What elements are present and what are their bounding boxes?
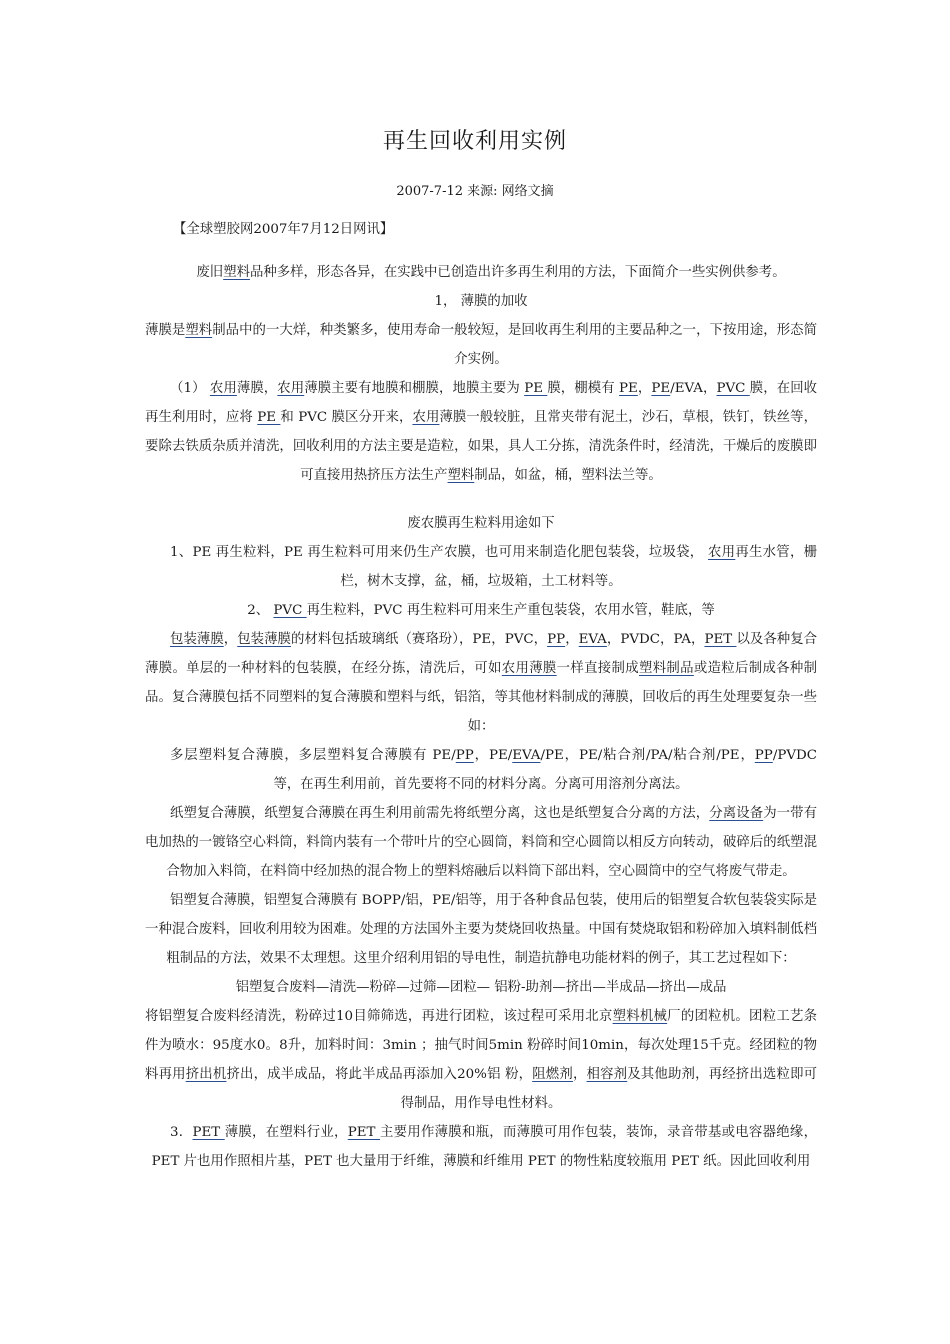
text-segment: 和 PVC 膜区分开来， — [280, 410, 413, 425]
text-segment: ， — [223, 632, 238, 647]
text-segment: （1） — [170, 381, 210, 396]
paragraph — [145, 799, 817, 886]
text-segment: 2、 — [247, 603, 274, 618]
keyword-link[interactable]: PVC — [716, 381, 750, 396]
keyword-link[interactable]: 塑料制品 — [638, 661, 694, 676]
text-segment: 薄膜一般较脏，且常夹带有泥土，沙石，草根，铁钉，铁丝等，要除去铁质杂质并清洗，回收利用的方法主要是造粒，如果，具人工分拣，清洗条件时，经清洗，干燥后的废膜即可直接用热挤压方法生产 — [145, 410, 817, 483]
keyword-link[interactable]: PP — [754, 748, 773, 763]
keyword-link[interactable]: PE — [619, 381, 638, 396]
text-segment: 薄膜主要有地膜和棚膜，地膜主要为 — [304, 381, 525, 396]
text-segment: 【全球塑胶网2007年7月12日网讯】 — [173, 222, 394, 237]
article-meta: 2007-7-12 来源: 网络文摘 — [396, 184, 554, 199]
text-segment: 或造粒后制成各种制品。复合薄膜包括不同塑料的复合薄膜和塑料与纸，铝箔，等其他材料制成的薄膜，回收后的再生处理要复杂一些如： — [145, 661, 818, 734]
text-segment: 一样直接制成 — [556, 661, 639, 676]
text-segment: 制品，如盆，桶，塑料法兰等。 — [474, 468, 662, 483]
keyword-link[interactable]: 分离设备 — [709, 806, 764, 821]
text-segment: 膜，棚模有 — [547, 381, 620, 396]
text-segment: ， — [637, 381, 652, 396]
text-segment: 主要用作薄膜和瓶，而薄膜可用作包装，装饰，录音带基或电容器绝缘，PET 片也用作照相片基，PET 也大量用于纤维，薄膜和纤维用 PET 的物性粘度较瓶用 PET 纸。因此回收利用 — [151, 1125, 817, 1169]
text-segment: 的材料包括玻璃纸（赛珞玢），PE，PVC， — [290, 632, 548, 647]
paragraph — [145, 538, 817, 596]
text-segment: 3． — [170, 1125, 193, 1140]
paragraph — [145, 258, 817, 287]
keyword-link[interactable]: 农用 — [277, 381, 305, 396]
text-segment: 纸塑复合薄膜，纸塑复合薄膜在再生利用前需先将纸塑分离，这也是纸塑复合分离的方法， — [170, 806, 710, 821]
keyword-link[interactable]: 农用 — [209, 381, 237, 396]
keyword-link[interactable]: EVA — [578, 632, 607, 647]
text-segment: ， — [565, 632, 579, 647]
keyword-link[interactable]: 塑料 — [447, 468, 475, 483]
text-segment: 膜，在回收再生利用时，应将 — [145, 381, 818, 425]
text-segment: 以及各种复合薄膜。单层的一种材料的包装膜，在经分拣，清洗后，可如 — [145, 632, 818, 676]
text-segment: 再生粒料，PVC 再生粒料可用来生产重包装袋，农用水管，鞋底，等 — [306, 603, 715, 618]
text-segment: /EVA， — [670, 381, 717, 396]
paragraph — [145, 509, 817, 538]
text-segment: 薄膜，在塑料行业， — [224, 1125, 348, 1140]
paragraph — [145, 215, 817, 244]
text-segment: ，PE/ — [473, 748, 513, 763]
text-segment: 及其他助剂，再经挤出选粒即可得制品，用作导电性材料。 — [400, 1067, 818, 1111]
paragraph — [145, 625, 817, 741]
keyword-link[interactable]: 农用薄膜 — [501, 661, 557, 676]
paragraph — [145, 287, 817, 316]
keyword-link[interactable]: PET — [347, 1125, 380, 1140]
paragraph — [145, 741, 817, 799]
keyword-link[interactable]: 塑料 — [223, 265, 250, 280]
keyword-link[interactable]: PP — [547, 632, 566, 647]
text-segment: 制品中的一大烊，种类繁多，使用寿命一般较短，是回收再生利用的主要品种之一，下按用途，形态简介实例。 — [212, 323, 818, 367]
text-segment: 厂的团粒机。团粒工艺条件为喷水：95度水0。8升，加料时间：3min ；抽气时间5min 粉碎时间10min，每次处理15千克。经团粒的物料再用 — [145, 1009, 818, 1082]
text-segment: /PVDC 等，在再生利用前，首先要将不同的材料分离。分离可用溶剂分离法。 — [273, 748, 817, 792]
keyword-link[interactable]: 相容剂 — [586, 1067, 628, 1082]
keyword-link[interactable]: PE — [524, 381, 548, 396]
keyword-link[interactable]: PP — [455, 748, 474, 763]
text-segment: 薄膜， — [236, 381, 278, 396]
keyword-link[interactable]: PET — [704, 632, 737, 647]
text-segment: /PE，PE/粘合剂/PA/粘合剂/PE， — [540, 748, 755, 763]
text-segment: 1、PE 再生粒料，PE 再生粒料可用来仍生产农膜，也可用来制造化肥包装袋，垃圾袋， — [170, 545, 708, 560]
text-segment: 薄膜是 — [145, 323, 186, 338]
text-segment: 铝塑复合薄膜，铝塑复合薄膜有 BOPP/铝，PE/铝等，用于各种食品包装，使用后的铝塑复合软包装袋实际是一种混合废料，回收利用较为困难。处理的方法国外主要为焚烧回收热量。中国有焚烧取铝和粉碎加入填料制低档粗制品的方法，效果不太理想。这里介绍利用铝的导电性，制造抗静电功能材料的例子，其工艺过程如下： — [145, 893, 817, 966]
keyword-link[interactable]: 包装薄膜 — [237, 632, 291, 647]
keyword-link[interactable]: PE — [257, 410, 281, 425]
keyword-link[interactable]: 塑料机械 — [612, 1009, 668, 1024]
keyword-link[interactable]: PVC — [273, 603, 307, 618]
text-segment: ， — [572, 1067, 587, 1082]
page-title: 再生回收利用实例 — [382, 129, 567, 154]
text-segment: ，PVDC，PA， — [606, 632, 705, 647]
text-segment: 废旧 — [196, 265, 224, 280]
keyword-link[interactable]: 阻燃剂 — [532, 1067, 573, 1082]
text-segment: 废农膜再生粒料用途如下 — [407, 516, 555, 531]
paragraph — [145, 973, 817, 1002]
keyword-link[interactable]: PET — [192, 1125, 225, 1140]
paragraph — [145, 596, 817, 625]
text-segment: 再生水管，栅栏，树木支撑，盆，桶，垃圾箱，土工材料等。 — [340, 545, 818, 589]
text-segment: 多层塑料复合薄膜，多层塑料复合薄膜有 PE/ — [170, 748, 456, 763]
text-segment: 为一带有电加热的一镀铬空心料筒，料筒内装有一个带叶片的空心圆筒，料筒和空心圆筒以相反方向转动，破碎后的纸塑混合物加入料筒，在料筒中经加热的混合物上的塑料熔融后以料筒下部出料，空心圆筒中的空气将废气带走。 — [145, 806, 818, 879]
paragraph — [145, 316, 817, 374]
text-segment: 品种多样，形态各异，在实践中已创造出许多再生利用的方法，下面简介一些实例供参考。 — [249, 265, 786, 280]
keyword-link[interactable]: 农用 — [708, 545, 736, 560]
text-segment: 铝塑复合废料—清洗—粉碎—过筛—团粒— 铝粉-助剂—挤出—半成品—挤出—成品 — [235, 980, 727, 995]
keyword-link[interactable]: 农用 — [412, 410, 440, 425]
keyword-link[interactable]: 包装薄膜 — [170, 632, 224, 647]
keyword-link[interactable]: 挤出机 — [185, 1067, 227, 1082]
article-body — [145, 215, 817, 1176]
text-segment: 将铝塑复合废料经清洗，粉碎过10目筛筛选，再进行团粒，该过程可采用北京 — [145, 1009, 613, 1024]
keyword-link[interactable]: PE — [651, 381, 671, 396]
keyword-link[interactable]: EVA — [512, 748, 541, 763]
text-segment: 1， 薄膜的加收 — [434, 294, 528, 309]
text-segment: 挤出，成半成品，将此半成品再添加入20%铝 粉， — [226, 1067, 533, 1082]
paragraph — [145, 1002, 817, 1118]
keyword-link[interactable]: 塑料 — [185, 323, 213, 338]
paragraph — [145, 886, 817, 973]
paragraph — [145, 374, 817, 490]
paragraph — [145, 1118, 817, 1176]
